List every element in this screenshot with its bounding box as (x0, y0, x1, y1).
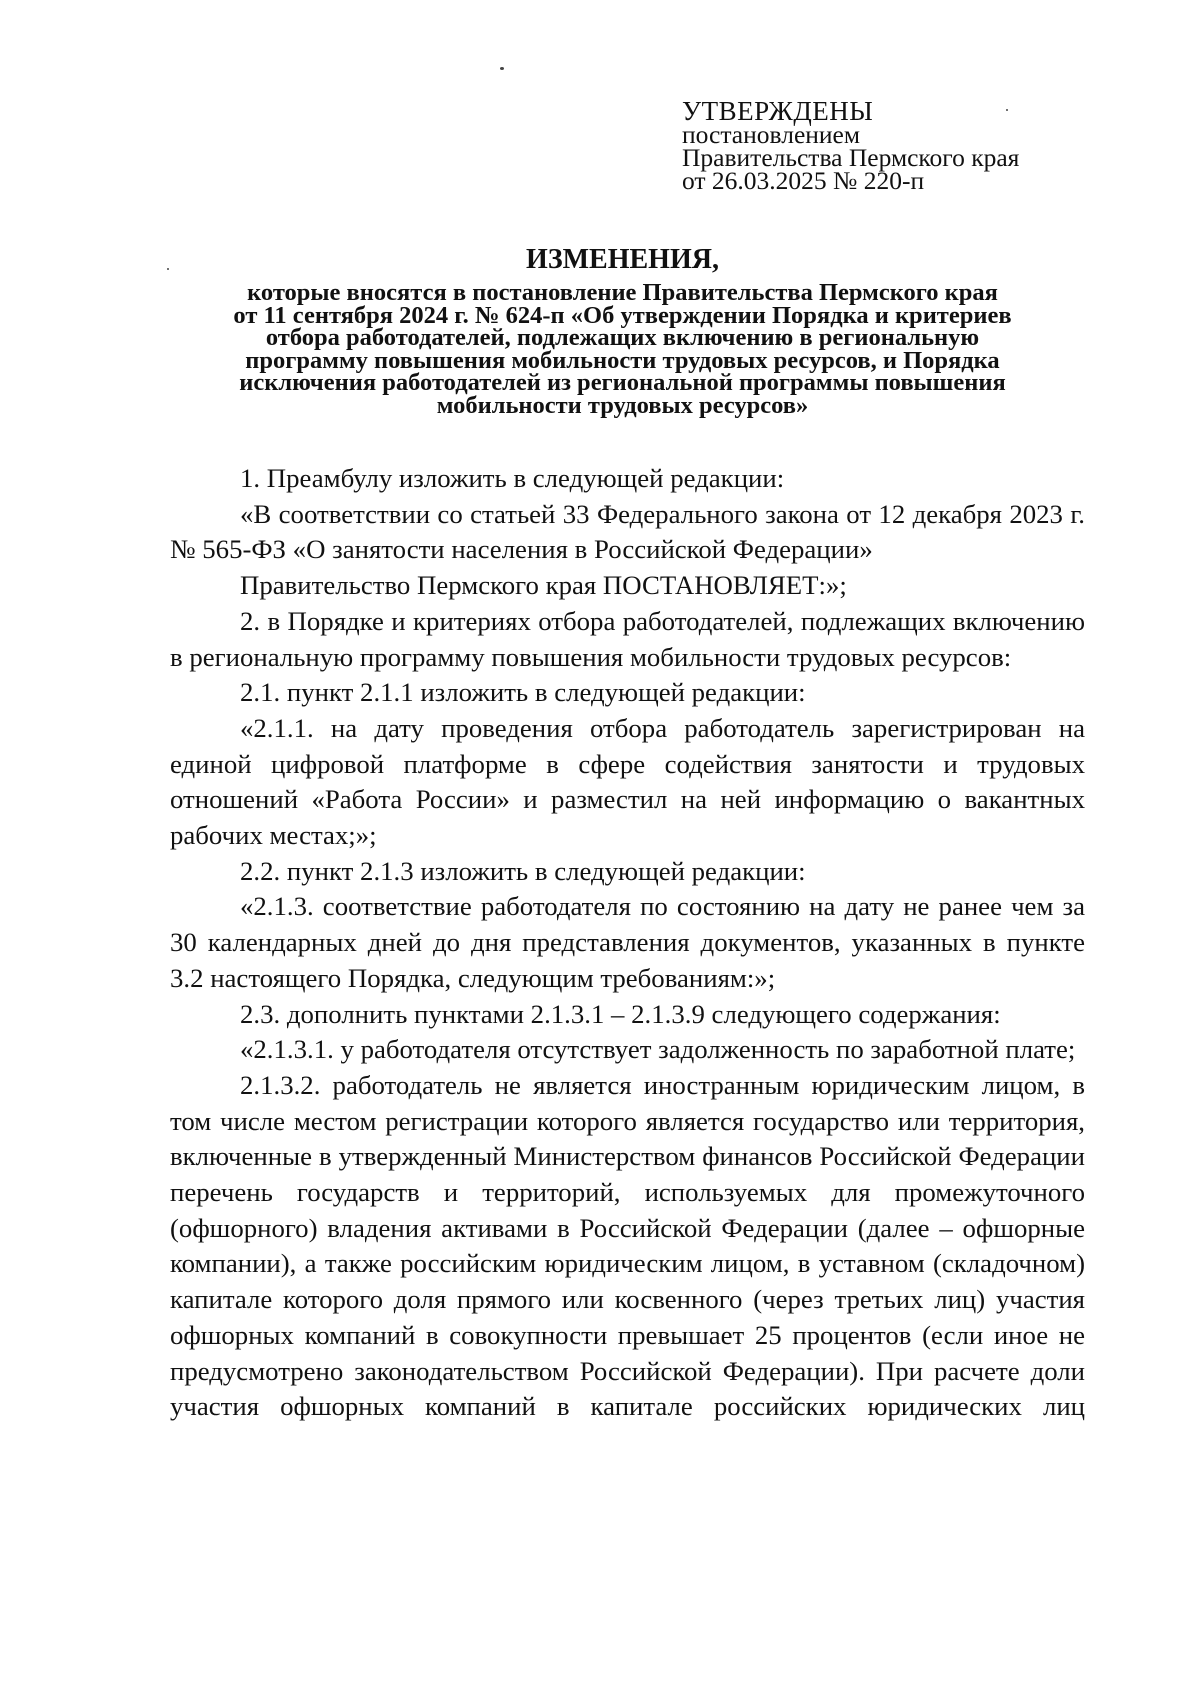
subtitle-line: исключения работодателей из региональной программы повышения (239, 369, 1006, 396)
paragraph: «2.1.3. соответствие работодателя по состоянию на дату не ранее чем за 30 календарных дней до дня представления документов, указанных в пункте 3.2 настоящего Порядка, следующим требованиям:»; (170, 891, 1085, 993)
paragraph: 2. в Порядке и критериях отбора работодателей, подлежащих включению в региональную программу повышения мобильности трудовых ресурсов: (170, 605, 1085, 672)
paragraph: «2.1.3.1. у работодателя отсутствует задолженность по заработной плате; (240, 1034, 1076, 1065)
subtitle-line: отбора работодателей, подлежащих включению в региональную (265, 324, 980, 351)
paragraph: 2.1.3.2. работодатель не является иностранным юридическим лицом, в том числе местом регистрации которого является государство или территория, включенные в утвержденный Министерством финансов Российской Федерации перечень государств и территорий, используемых для промежуточного (офшорного) владения активами в Российской Федерации (далее – офшорные компании), а также российским юридическим лицом, в уставном (складочном) капитале которого доля прямого или косвенного (через третьих лиц) участия офшорных компаний в совокупности превышает 25 процентов (если иное не предусмотрено законодательством Российской Федерации). При расчете доли участия офшорных компаний в капитале российских юридических лиц (170, 1069, 1085, 1422)
scan-speck (167, 268, 169, 270)
paragraph: Правительство Пермского края ПОСТАНОВЛЯЕТ:»; (240, 570, 847, 601)
subtitle-line: мобильности трудовых ресурсов» (436, 391, 809, 419)
scan-speck (1006, 109, 1008, 111)
document-title: ИЗМЕНЕНИЯ, (526, 244, 719, 275)
approval-heading: УТВЕРЖДЕНЫ (682, 96, 874, 126)
approval-line: Правительства Пермского края (682, 143, 1020, 172)
subtitle-line: программу повышения мобильности трудовых ресурсов, и Порядка (245, 346, 1000, 374)
paragraph: «В соответствии со статьей 33 Федерального закона от 12 декабря 2023 г. № 565-ФЗ «О занятости населения в Российской Федерации» (170, 498, 1085, 565)
subtitle-line: от 11 сентября 2024 г. № 624-п «Об утверждении Порядка и критериев (233, 301, 1012, 329)
approval-date-line: от 26.03.2025 № 220-п (682, 166, 925, 195)
approval-stamp (682, 96, 1020, 195)
paragraph: 2.2. пункт 2.1.3 изложить в следующей редакции: (240, 855, 806, 886)
paragraph: 2.1. пункт 2.1.1 изложить в следующей редакции: (240, 677, 806, 708)
paragraph: «2.1.1. на дату проведения отбора работодатель зарегистрирован на единой цифровой платформе в сфере содействия занятости и трудовых отношений «Работа России» и разместил на ней информацию о вакантных рабочих местах;»; (170, 712, 1085, 851)
scan-speck (500, 67, 504, 70)
subtitle-line: которые вносятся в постановление Правительства Пермского края (247, 279, 998, 306)
paragraph: 1. Преамбулу изложить в следующей редакции: (240, 463, 785, 493)
approval-line: постановлением (682, 120, 861, 149)
document-subtitle (160, 279, 1085, 419)
paragraph: 2.3. дополнить пунктами 2.1.3.1 – 2.1.3.9 следующего содержания: (240, 998, 1001, 1029)
document-body (170, 461, 1085, 1425)
